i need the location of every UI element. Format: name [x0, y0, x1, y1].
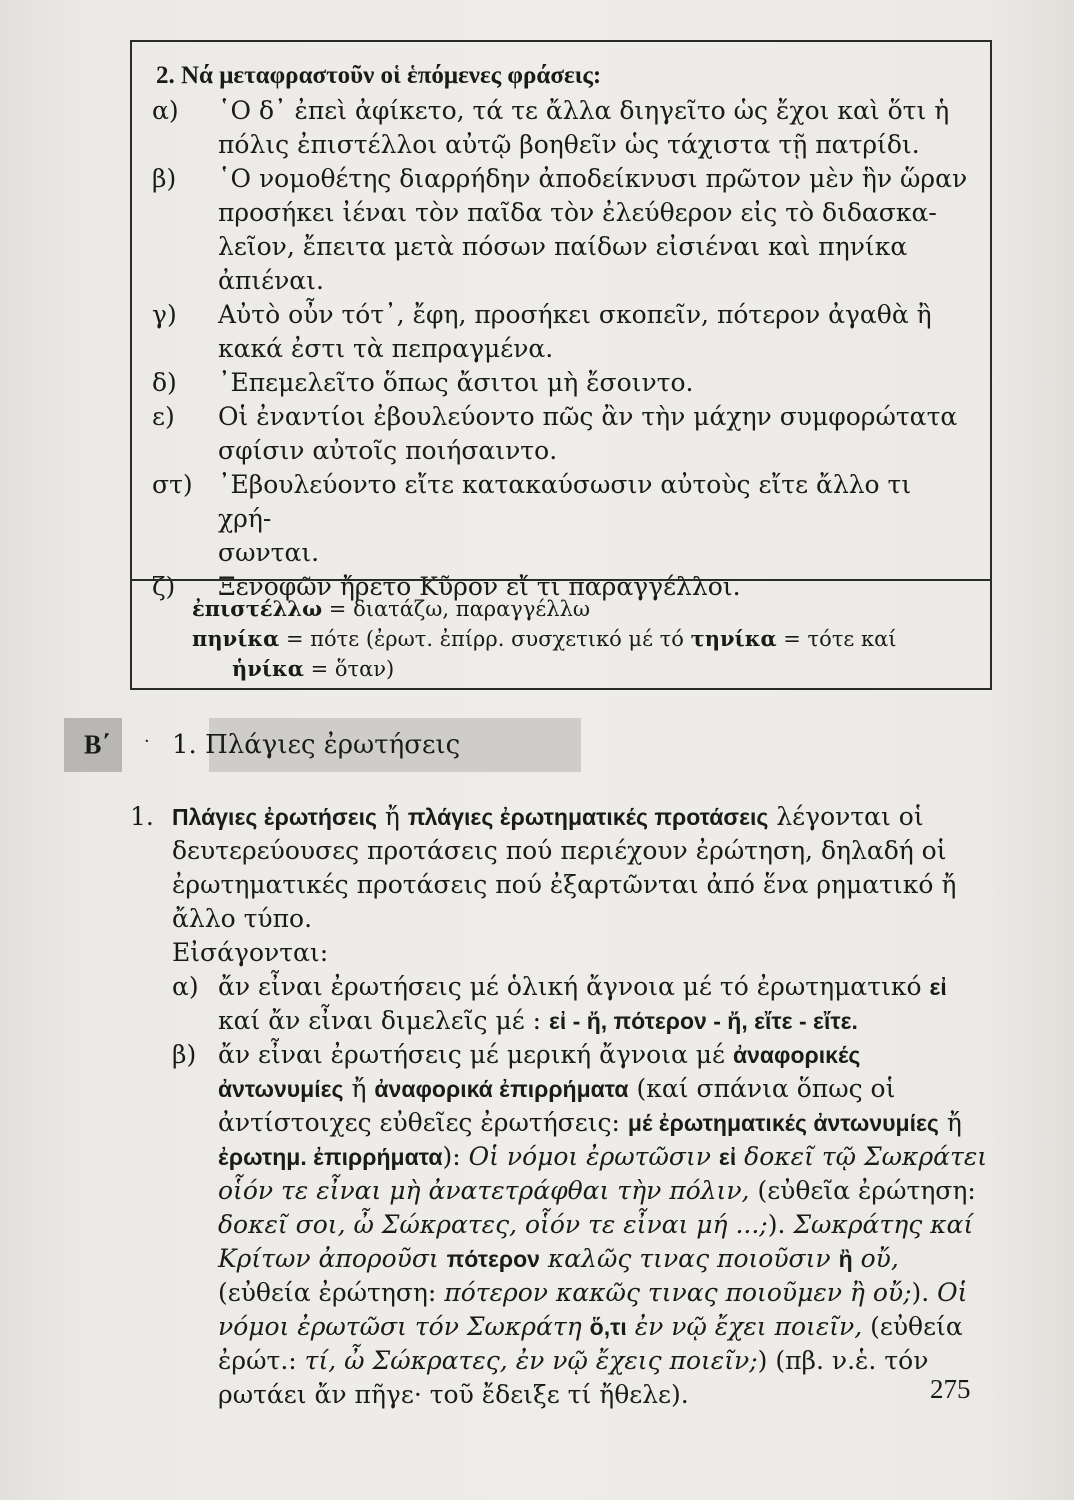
exercise-line: ῾Ο δ᾽ ἐπεὶ ἀφίκετο, τά τε ἄλλα διηγεῖτο ὡς ἔχοι καὶ ὅτι ἡ — [218, 96, 950, 125]
text: ἄν εἶναι ἐρωτήσεις μέ μερική ἄγνοια μέ — [218, 1040, 733, 1069]
exercise-box — [130, 40, 992, 690]
exercise-line: Αὐτὸ οὖν τότ᾽, ἔφη, προσήκει σκοπεῖν, πότερον ἀγαθὰ ἢ — [218, 300, 932, 329]
section-body — [130, 800, 990, 1412]
text: ). — [911, 1278, 938, 1307]
exercise-item-text — [218, 162, 972, 298]
case-text — [218, 1038, 990, 1412]
glossary — [192, 594, 972, 684]
case-label: β) — [172, 1040, 197, 1069]
glossary-definition: = πότε (ἐρωτ. ἐπίρρ. συσχετικό μέ τό — [279, 627, 691, 651]
exercise-item-label: ε) — [152, 402, 175, 431]
example-italic: καλῶς τινας ποιοῦσιν — [539, 1244, 839, 1273]
text: λέγονται οἱ δευτερεύουσες προτάσεις πού περιέχουν ἐρώτηση, δηλαδή οἱ ἐρωτηματικές προτάσεις πού ἐξαρτῶνται ἀπό ἕνα ρηματικό ἤ ἄλλο τύπο. — [172, 802, 957, 933]
term-bold: εἰ — [718, 1144, 737, 1170]
exercise-item — [152, 298, 972, 366]
exercise-line: ᾽Εβουλεύοντο εἴτε κατακαύσωσιν αὐτοὺς εἴτε ἄλλο τι χρή- — [218, 470, 912, 533]
case-b — [130, 1038, 990, 1412]
term-bold: πότερον — [446, 1246, 540, 1272]
example-italic: δοκεῖ σοι, ὦ Σώκρατες, οἷόν τε εἶναι μή ...; — [218, 1210, 768, 1239]
text: ἤ — [376, 802, 408, 831]
exercise-item-label: α) — [152, 96, 179, 125]
glossary-line-3 — [192, 654, 972, 684]
term-bold: ἀναφορικές ἀντωνυμίες — [218, 1042, 861, 1102]
exercise-item-label: ζ) — [152, 572, 176, 601]
exercise-item — [152, 468, 972, 570]
glossary-term: πηνίκα — [192, 626, 280, 651]
exercise-item-text — [218, 400, 972, 468]
intro-line: Εἰσάγονται: — [172, 938, 329, 967]
exercise-line: ῾Ο νομοθέτης διαρρήδην ἀποδείκνυσι πρῶτον μὲν ἣν ὥραν — [218, 164, 968, 193]
section-bullet: · — [144, 731, 150, 752]
term-bold: Πλάγιες ἐρωτήσεις — [172, 804, 377, 830]
text: (καί σπάνια ὅπως οἱ ἀντίστοιχες εὐθεῖες ἐρωτήσεις: — [218, 1074, 896, 1137]
term-bold: ὅ,τι — [589, 1314, 627, 1340]
glossary-definition: = τότε καί — [776, 627, 897, 651]
term-bold: μέ ἐρωτηματικές ἀντωνυμίες — [627, 1110, 939, 1136]
paragraph-text — [172, 800, 990, 936]
glossary-term: ἡνίκα — [232, 656, 304, 681]
case-a — [130, 970, 990, 1038]
exercise-item-text — [218, 94, 972, 162]
example-italic: πότερον κακῶς τινας ποιοῦμεν ἢ οὔ; — [444, 1278, 912, 1307]
text: (εὐθεία ἐρώτ.: — [218, 1312, 963, 1375]
text: καί ἄν εἶναι διμελεῖς μέ : — [218, 1006, 549, 1035]
example-italic: Οἱ νόμοι ἐρωτῶσι τόν Σωκράτη — [218, 1278, 968, 1341]
section-letter: Β΄ — [64, 718, 122, 772]
glossary-term: τηνίκα — [690, 626, 777, 651]
text: ) (πβ. ν.ἑ. τόν ρωτάει ἄν πῆγε· τοῦ ἔδειξε τί ἤθελε). — [218, 1346, 929, 1409]
exercise-item-label: στ) — [152, 470, 193, 499]
text: ἤ — [938, 1108, 962, 1137]
example-italic: Σωκράτης καί Κρίτων ἀποροῦσι — [218, 1210, 974, 1273]
exercise-line: λεῖον, ἔπειτα μετὰ πόσων παίδων εἰσιέναι καὶ πηνίκα — [218, 232, 908, 261]
term-bold: ἢ — [838, 1246, 853, 1272]
exercise-title: 2. Νά μεταφραστοῦν οἱ ἑπόμενες φράσεις: — [156, 62, 602, 89]
text: (εὐθεῖα ἐρώτηση: — [749, 1176, 976, 1205]
section-heading — [64, 718, 664, 772]
case-text — [218, 970, 990, 1038]
exercise-line: ᾽Επεμελεῖτο ὅπως ἄσιτοι μὴ ἔσοιντο. — [218, 368, 694, 397]
exercise-line: σφίσιν αὐτοῖς ποιήσαιντο. — [218, 436, 558, 465]
example-italic: οὔ, — [852, 1244, 899, 1273]
exercise-item-label: δ) — [152, 368, 177, 397]
example-italic: τί, ὦ Σώκρατες, ἐν νῷ ἔχεις ποιεῖν; — [304, 1346, 758, 1375]
term-bold: πλάγιες ἐρωτηματικές προτάσεις — [407, 804, 769, 830]
term-bold: εἰ — [929, 974, 947, 1000]
term-bold: εἰ - ἤ, πότερον - ἤ, εἴτε - εἴτε. — [548, 1008, 858, 1034]
exercise-line: προσήκει ἰέναι τὸν παῖδα τὸν ἐλεύθερον εἰς τὸ διδασκα- — [218, 198, 937, 227]
exercise-line: κακά ἐστι τὰ πεπραγμένα. — [218, 334, 554, 363]
section-title: 1. Πλάγιες ἐρωτήσεις — [172, 730, 461, 760]
term-bold: ἀναφορικά ἐπιρρήματα — [374, 1076, 629, 1102]
exercise-list — [152, 94, 972, 604]
exercise-item — [152, 94, 972, 162]
paragraph-1 — [130, 800, 990, 936]
text: ἤ — [343, 1074, 375, 1103]
exercise-item-label: β) — [152, 164, 177, 193]
exercise-item — [152, 400, 972, 468]
glossary-line-1 — [192, 594, 972, 624]
box-divider — [132, 579, 990, 581]
exercise-item-label: γ) — [152, 300, 177, 329]
example-italic: Οἱ νόμοι ἐρωτῶσιν — [468, 1142, 719, 1171]
case-label: α) — [172, 972, 199, 1001]
exercise-line: Ξενοφῶν ἤρετο Κῦρον εἴ τι παραγγέλλοι. — [218, 572, 741, 601]
glossary-definition: = ὅταν) — [303, 657, 395, 681]
text: ): — [442, 1142, 469, 1171]
term-bold: ἐρωτημ. ἐπιρρήματα — [218, 1144, 443, 1170]
exercise-line: Οἱ ἐναντίοι ἐβουλεύοντο πῶς ἂν τὴν μάχην συμφορώτατα — [218, 402, 958, 431]
exercise-line: σωνται. — [218, 538, 320, 567]
text: ). — [767, 1210, 794, 1239]
text: ἄν εἶναι ἐρωτήσεις μέ ὁλική ἄγνοια μέ τό ἐρωτηματικό — [218, 972, 930, 1001]
exercise-item-text — [218, 468, 972, 570]
paragraph-number: 1. — [130, 802, 154, 831]
exercise-item-text — [218, 366, 972, 400]
glossary-definition: = διατάζω, παραγγέλλω — [322, 597, 591, 621]
page-number: 275 — [930, 1374, 971, 1404]
example-italic: δοκεῖ τῷ Σωκράτει οἷόν τε εἶναι μὴ ἀνατετράφθαι τὴν πόλιν, — [218, 1142, 988, 1205]
exercise-item — [152, 162, 972, 298]
example-italic: ἐν νῷ ἔχει ποιεῖν, — [626, 1312, 863, 1341]
glossary-term: ἐπιστέλλω — [192, 596, 323, 621]
text: (εὐθεία ἐρώτηση: — [218, 1278, 445, 1307]
glossary-line-2 — [192, 624, 972, 654]
exercise-line: ἀπιέναι. — [218, 266, 324, 295]
exercise-line: πόλις ἐπιστέλλοι αὐτῷ βοηθεῖν ὡς τάχιστα τῇ πατρίδι. — [218, 130, 920, 159]
exercise-item-text — [218, 298, 972, 366]
exercise-item — [152, 366, 972, 400]
